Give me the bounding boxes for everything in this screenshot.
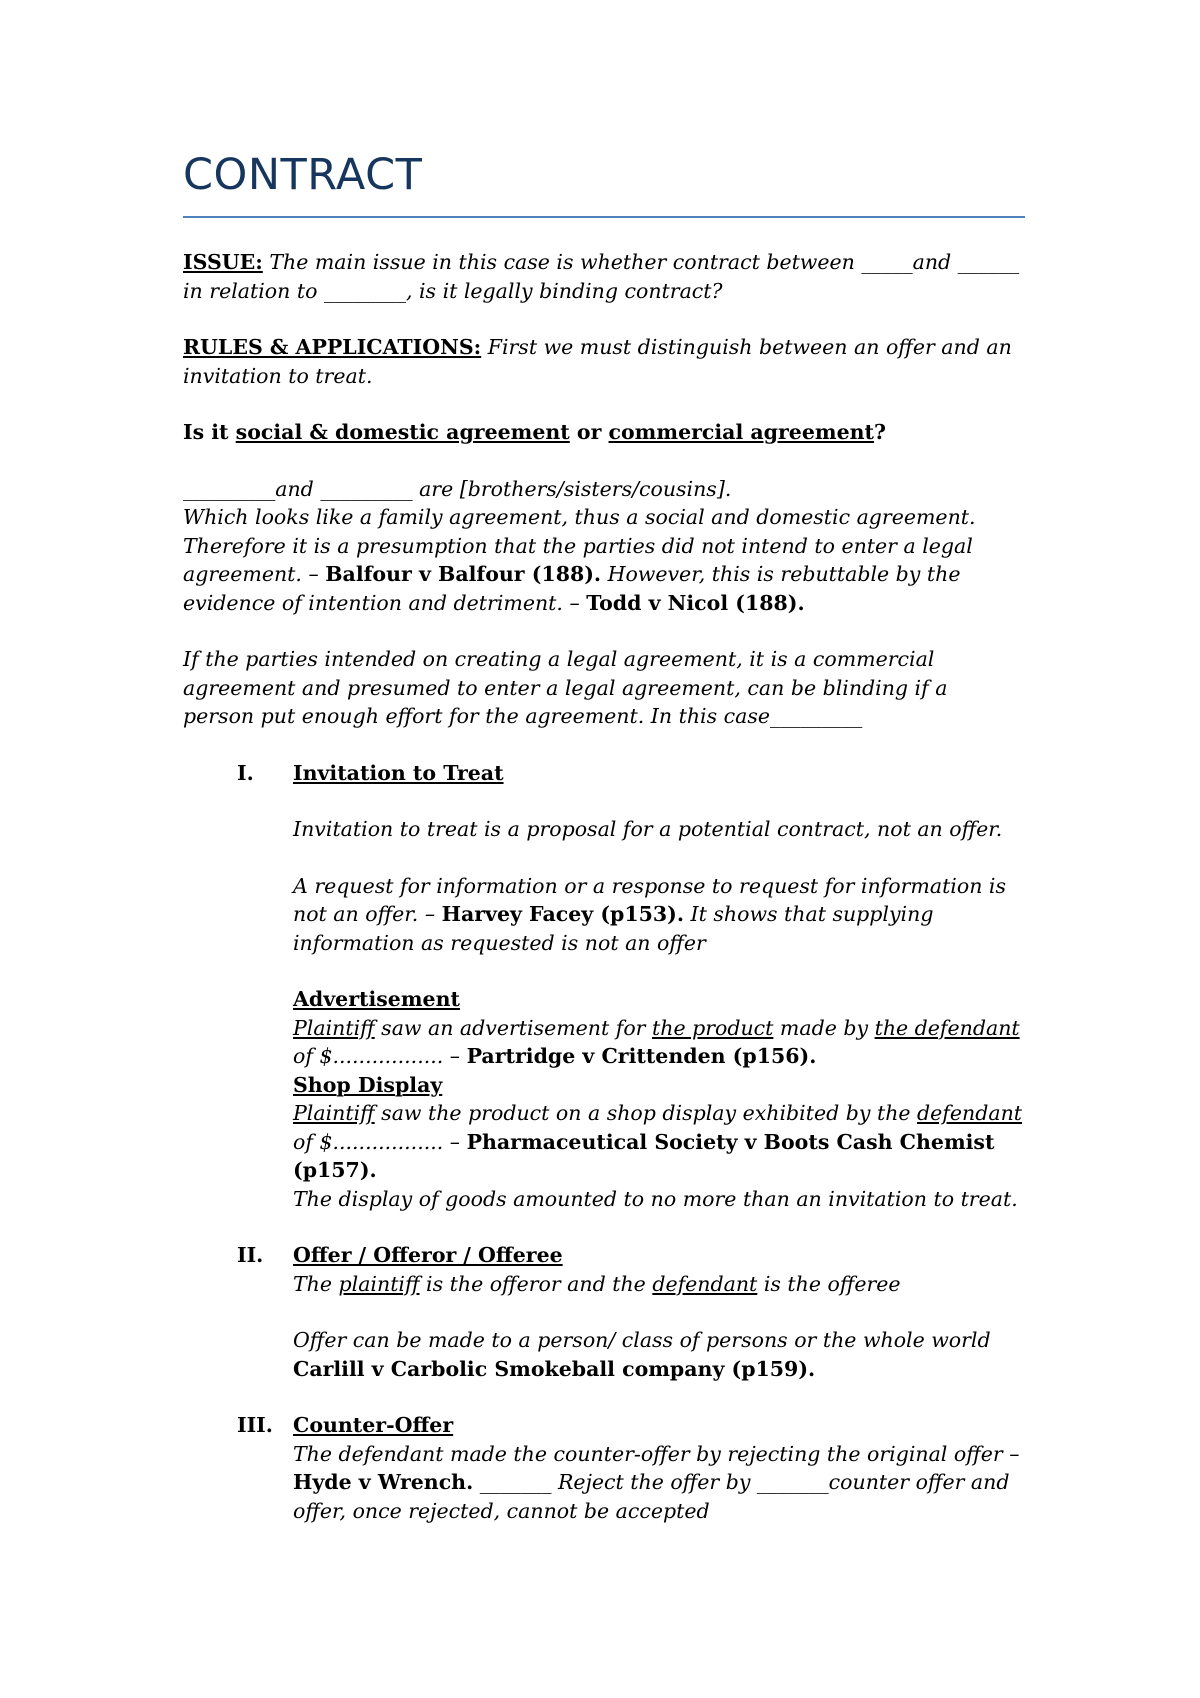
- issue-label: ISSUE:: [183, 250, 263, 274]
- title-underline: [183, 216, 1025, 218]
- adv-plaintiff: Plaintiff: [293, 1015, 375, 1040]
- section-heading: Counter-Offer: [293, 1413, 454, 1437]
- counter-text2: _______ Reject the offer by _______counter offer and offer, once rejected, cannot be accepted: [293, 1470, 1010, 1523]
- case-partridge: Partridge v Crittenden (p156).: [466, 1044, 817, 1068]
- agreement-question: [183, 418, 1025, 447]
- adv-text1: saw an advertisement for: [374, 1015, 652, 1040]
- request-info-text: A request for information or a response to request for information is not an offer. –: [293, 873, 1007, 926]
- counter-offer-block: [293, 1411, 1025, 1525]
- advertisement-block: [293, 985, 1025, 1071]
- case-boots: Pharmaceutical Society v Boots Cash Chemist (p157).: [293, 1129, 995, 1182]
- case-carlill: Carlill v Carbolic Smokeball company (p159).: [293, 1356, 816, 1381]
- page-title: CONTRACT: [183, 150, 423, 200]
- offer-defendant: defendant: [652, 1271, 758, 1296]
- request-info-paragraph: [293, 872, 1025, 958]
- advertisement-heading: Advertisement: [293, 987, 460, 1011]
- shop-display-heading: Shop Display: [293, 1072, 443, 1097]
- commercial-term: commercial agreement: [608, 420, 875, 444]
- offer-text2: is the offeror and the: [419, 1271, 653, 1296]
- section-numeral: III.: [237, 1413, 273, 1437]
- rules-label: RULES & APPLICATIONS:: [183, 335, 482, 359]
- offer-world-block: [293, 1326, 1025, 1383]
- shop-text3: The display of goods amounted to no more than an invitation to treat.: [293, 1186, 1018, 1211]
- offer-text3: is the offeree: [757, 1271, 901, 1296]
- section-invitation-to-treat: [183, 759, 1025, 1214]
- rules-text: First we must distinguish between an offer and an invitation to treat.: [183, 335, 1012, 388]
- rules-paragraph: [183, 333, 1025, 390]
- offer-text1: The: [293, 1271, 339, 1296]
- social-domestic-term: social & domestic agreement: [235, 420, 570, 444]
- request-info-text2: It shows that supplying information as requested is not an offer: [293, 902, 934, 955]
- family-paragraph: [183, 475, 1025, 618]
- section-heading: Offer / Offeror / Offeree: [293, 1243, 563, 1267]
- family-text1: Which looks like a family agreement, thus a social and domestic agreement. Therefore it is a presumption that the parties did not intend to enter a legal agreement. –: [183, 505, 976, 586]
- family-line1: _________and _________ are [brothers/sisters/cousins].: [183, 476, 732, 501]
- section-offer: [183, 1241, 1025, 1383]
- section-counter-offer: [183, 1411, 1025, 1525]
- shop-text1: saw the product on a shop display exhibited by the: [374, 1101, 918, 1125]
- offer-plaintiff: plaintiff: [338, 1271, 420, 1296]
- case-harvey: Harvey Facey (p153).: [441, 902, 685, 926]
- adv-text2: made by: [773, 1015, 875, 1040]
- adv-product: the product: [652, 1015, 774, 1040]
- section-numeral: II.: [237, 1243, 264, 1267]
- shop-plaintiff: Plaintiff: [293, 1101, 375, 1125]
- counter-text1: The defendant made the counter-offer by rejecting the original offer –: [293, 1441, 1020, 1466]
- question-pre: Is it: [183, 420, 236, 444]
- case-hyde: Hyde v Wrench.: [293, 1470, 474, 1494]
- adv-defendant: the defendant: [874, 1015, 1020, 1040]
- shop-defendant: defendant: [917, 1101, 1023, 1125]
- shop-text2: of $................. –: [293, 1129, 467, 1154]
- family-text2: However, this is rebuttable by the evidence of intention and detriment. –: [183, 562, 961, 615]
- commercial-paragraph: If the parties intended on creating a legal agreement, it is a commercial agreement and presumed to enter a legal agreement, can be blinding if a person put enough effort for the agreement. In this case_________: [183, 647, 948, 728]
- shop-display-block: [293, 1071, 1025, 1214]
- offer-world-text: Offer can be made to a person/ class of persons or the whole world: [293, 1328, 991, 1352]
- section-numeral: I.: [237, 760, 254, 785]
- adv-text3: of $................. –: [293, 1044, 467, 1068]
- case-balfour: Balfour v Balfour (188).: [325, 562, 602, 586]
- document-body: [183, 248, 1025, 1553]
- section-heading: Invitation to Treat: [293, 760, 504, 785]
- issue-paragraph: [183, 248, 1025, 305]
- question-post: ?: [874, 420, 887, 444]
- question-mid: or: [569, 420, 609, 444]
- invitation-definition: Invitation to treat is a proposal for a potential contract, not an offer.: [293, 817, 1003, 841]
- offer-block: [293, 1241, 1025, 1298]
- issue-text: The main issue in this case is whether contract between _____and ______ in relation to ________, is it legally binding contract?: [183, 250, 1020, 303]
- case-todd: Todd v Nicol (188).: [586, 590, 805, 615]
